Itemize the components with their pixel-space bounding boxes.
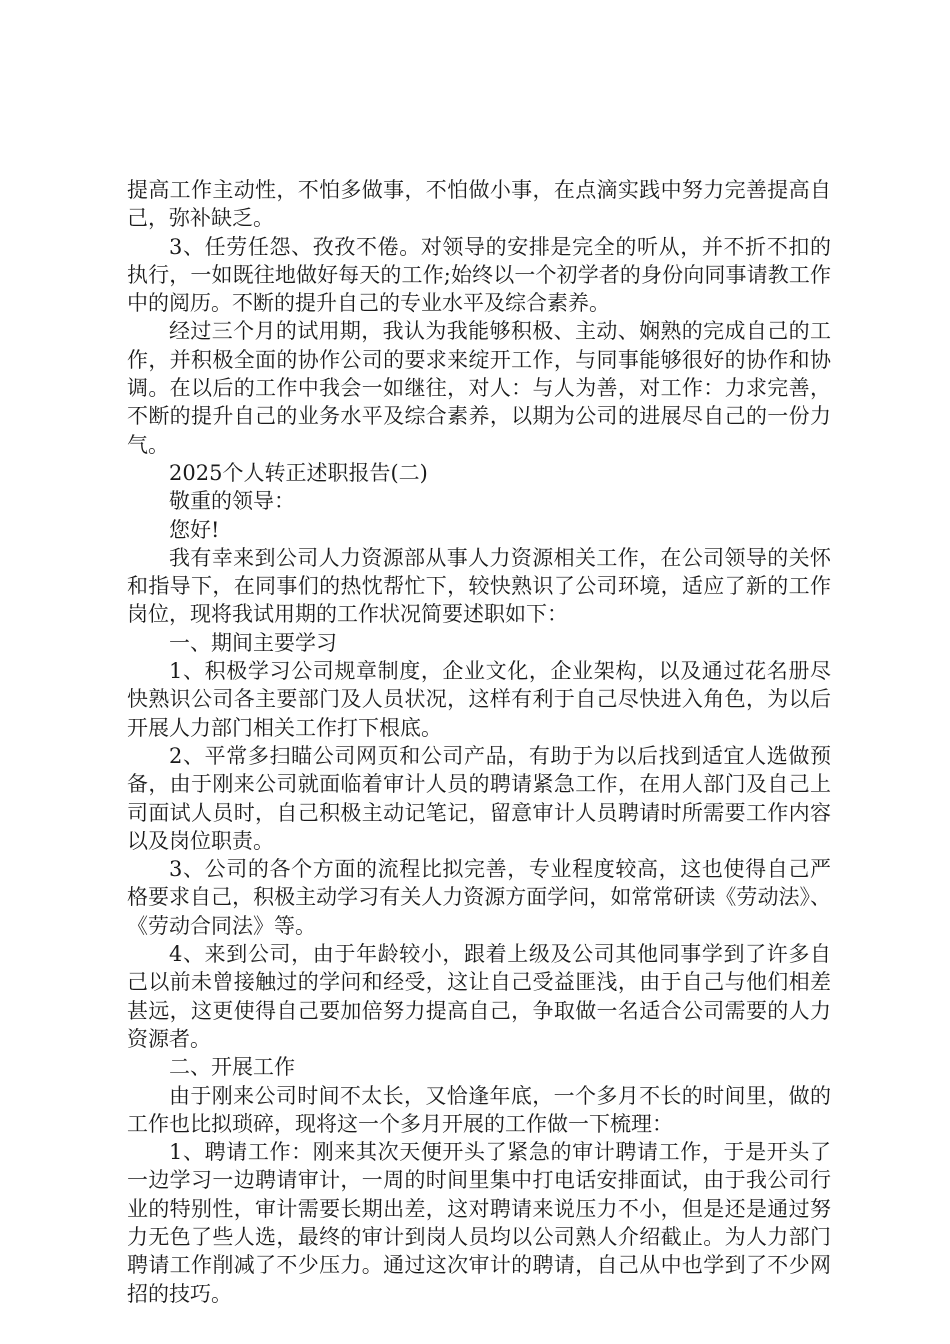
greeting: 您好! [169,517,220,542]
paragraph-study-3: 3、公司的各个方面的流程比拟完善，专业程度较高，这也使得自己严格要求自己，积极主动学习有关人力资源方面学问，如常常研读《劳动法》、《劳动合同法》等。 [127,857,831,938]
report-title: 2025个人转正述职报告(二) [169,460,428,485]
salutation: 敬重的领导： [169,489,295,514]
paragraph-continuation: 提高工作主动性，不怕多做事，不怕做小事，在点滴实践中努力完善提高自己，弥补缺乏。 [127,178,831,231]
paragraph-work-intro: 由于刚来公司时间不太长，又恰逢年底，一个多月不长的时间里，做的工作也比拟琐碎，现将这一个多月开展的工作做一下梳理： [127,1083,831,1136]
paragraph-study-4: 4、来到公司，由于年龄较小，跟着上级及公司其他同事学到了许多自己以前未曾接触过的学问和经受，这让自己受益匪浅，由于自己与他们相差甚远，这更使得自己要加倍努力提高自己，争取做一名适合公司需要的人力资源者。 [127,942,831,1051]
paragraph-summary: 经过三个月的试用期，我认为我能够积极、主动、娴熟的完成自己的工作，并积极全面的协作公司的要求来绽开工作，与同事能够很好的协作和协调。在以后的工作中我会一如继往，对人：与人为善，对工作：力求完善，不断的提升自己的业务水平及综合素养，以期为公司的进展尽自己的一份力气。 [127,319,831,457]
paragraph-study-2: 2、平常多扫瞄公司网页和公司产品，有助于为以后找到适宜人选做预备，由于刚来公司就面临着审计人员的聘请紧急工作，在用人部门及自己上司面试人员时，自己积极主动记笔记，留意审计人员聘请时所需要工作内容以及岗位职责。 [127,743,831,853]
paragraph-study-1: 1、积极学习公司规章制度，企业文化，企业架构，以及通过花名册尽快熟识公司各主要部门及人员状况，这样有利于自己尽快进入角色，为以后开展人力部门相关工作打下根底。 [127,659,831,740]
document-body [127,176,831,1308]
section-heading-work: 二、开展工作 [169,1055,295,1080]
paragraph-item-3: 3、任劳任怨、孜孜不倦。对领导的安排是完全的听从，并不折不扣的执行，一如既往地做好每天的工作;始终以一个初学者的身份向同事请教工作中的阅历。不断的提升自己的专业水平及综合素养。 [127,234,831,316]
paragraph-intro: 我有幸来到公司人力资源部从事人力资源相关工作，在公司领导的关怀和指导下，在同事们的热忱帮忙下，较快熟识了公司环境，适应了新的工作岗位，现将我试用期的工作状况简要述职如下： [127,545,831,627]
paragraph-work-1: 1、聘请工作：刚来其次天便开头了紧急的审计聘请工作，于是开头了一边学习一边聘请审计，一周的时间里集中打电话安排面试，由于我公司行业的特别性，审计需要长期出差，这对聘请来说压力不小，但是还是通过努力无色了些人选，最终的审计到岗人员均以公司熟人介绍截止。为人力部门聘请工作削减了不少压力。通过这次审计的聘请，自己从中也学到了不少网招的技巧。 [127,1140,831,1306]
section-heading-study: 一、期间主要学习 [169,630,337,655]
